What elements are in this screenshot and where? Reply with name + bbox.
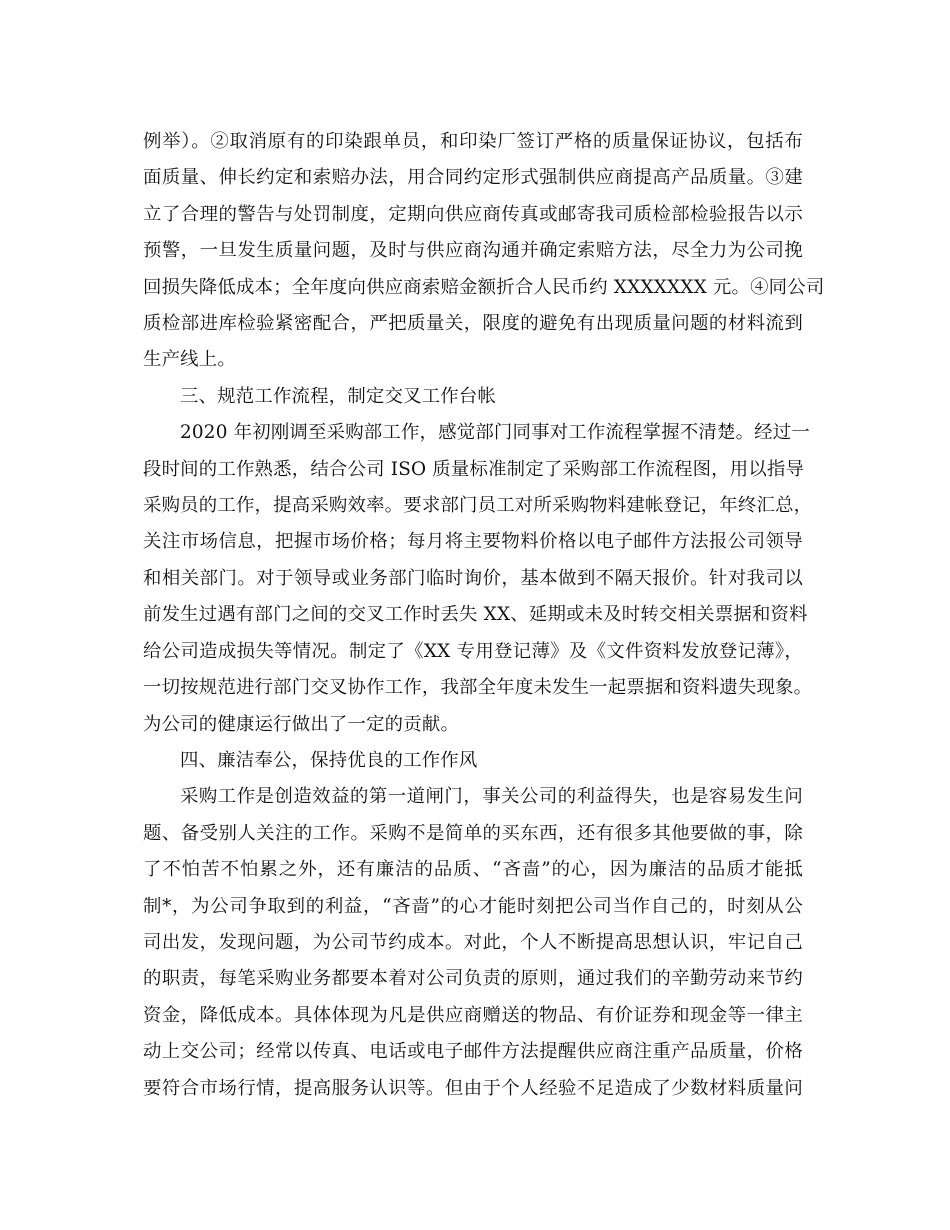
text-line: 段时间的工作熟悉，结合公司 ISO 质量标准制定了采购部工作流程图，用以指导 [143,458,805,480]
section-heading-h3 [143,379,803,415]
text-line: 和相关部门。对于领导或业务部门临时询价，基本做到不隔天报价。针对我司以 [143,567,803,589]
text-line: 题、备受别人关注的工作。采购不是简单的买东西，还有很多其他要做的事，除 [143,822,803,844]
text-line: 采购工作是创造效益的第一道闸门，事关公司的利益得失，也是容易发生问 [180,786,803,808]
text-line: 立了合理的警告与处罚制度，定期向供应商传真或邮寄我司质检部检验报告以示 [143,203,803,225]
document-body [143,124,825,1107]
text-line: 面质量、伸长约定和索赔办法，用合同约定形式强制供应商提高产品质量。③建 [143,167,803,189]
text-line: 的职责，每笔采购业务都要本着对公司负责的原则，通过我们的辛勤劳动来节约 [143,968,803,990]
text-line: 四、廉洁奉公，保持优良的工作作风 [180,749,478,771]
text-line: 质检部进库检验紧密配合，严把质量关，限度的避免有出现质量问题的材料流到 [143,313,803,335]
text-line: 例举）。②取消原有的印染跟单员，和印染厂签订严格的质量保证协议，包括布 [143,131,803,152]
text-line: 三、规范工作流程，制定交叉工作台帐 [180,385,497,407]
text-line: 采购员的工作，提高采购效率。要求部门员工对所采购物料建帐登记，年终汇总， [143,495,813,517]
text-line: 一切按规范进行部门交叉协作工作，我部全年度未发生一起票据和资料遗失现象。 [143,677,813,699]
text-line: 了不怕苦不怕累之外，还有廉洁的品质、“吝啬”的心，因为廉洁的品质才能抵 [143,859,803,881]
text-line: 回损失降低成本；全年度向供应商索赔金额折合人民币约 XXXXXXX 元。④同公司 [143,276,825,298]
section-heading-h4 [143,743,803,779]
text-line: 关注市场信息，把握市场价格；每月将主要物料价格以电子邮件方法报公司领导 [143,531,803,553]
text-line: 制*，为公司争取到的利益，“吝啬”的心才能时刻把公司当作自己的，时刻从公 [143,895,803,917]
text-line: 给公司造成损失等情况。制定了《XX 专用登记薄》及《文件资料发放登记薄》， [143,640,803,662]
paragraph-p1 [143,124,825,379]
text-line: 预警，一旦发生质量问题，及时与供应商沟通并确定索赔方法，尽全力为公司挽 [143,240,803,262]
paragraph-p3 [143,779,803,1107]
paragraph-p2 [143,415,813,743]
text-line: 2020 年初刚调至采购部工作，感觉部门同事对工作流程掌握不清楚。经过一 [180,422,810,444]
text-line: 要符合市场行情，提高服务认识等。但由于个人经验不足造成了少数材料质量问 [143,1077,803,1099]
text-line: 生产线上。 [143,349,236,371]
text-line: 为公司的健康运行做出了一定的贡献。 [143,713,460,735]
text-line: 司出发，发现问题，为公司节约成本。对此，个人不断提高思想认识，牢记自己 [143,931,803,953]
text-line: 前发生过遇有部门之间的交叉工作时丢失 XX、延期或未及时转交相关票据和资料 [143,604,808,626]
text-line: 资金，降低成本。具体体现为凡是供应商赠送的物品、有价证券和现金等一律主 [143,1004,803,1026]
text-line: 动上交公司；经常以传真、电话或电子邮件方法提醒供应商注重产品质量，价格 [143,1041,803,1063]
